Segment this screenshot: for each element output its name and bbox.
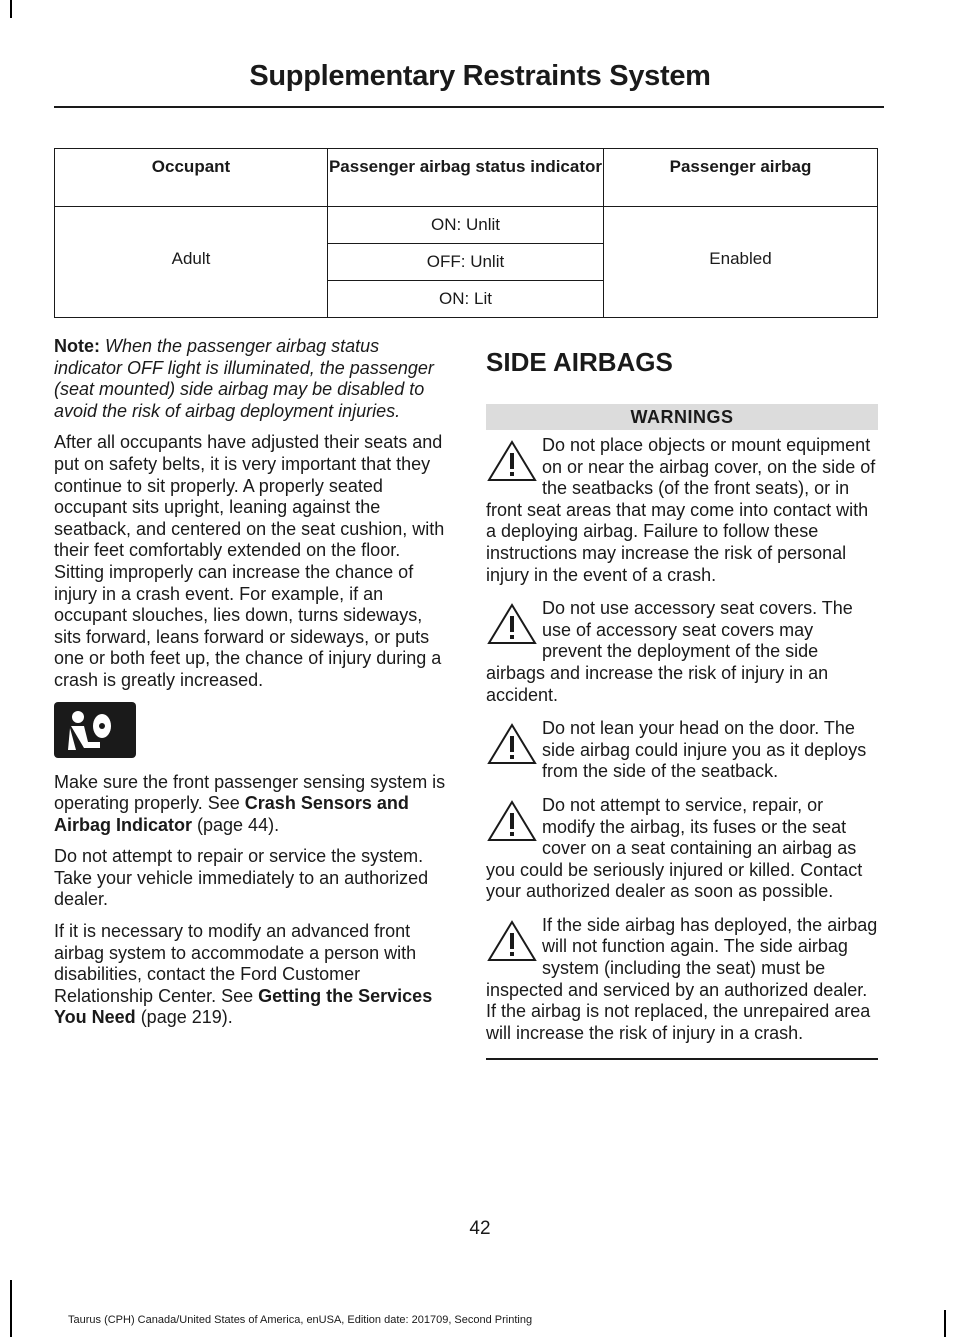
warnings-header: WARNINGS (486, 404, 878, 430)
warning-item (486, 435, 878, 586)
text-span: If it is necessary to modify an advanced front airbag system to accommodate a person with disabilities, contact the Ford Customer Relationship Center. See (54, 921, 417, 1006)
warning-text: Do not attempt to service, repair, or modify the airbag, its fuses or the seat cover on a seat containing an airbag as you could be seriously injured or killed. Contact your authorized dealer as soon as possible. (486, 794, 863, 902)
body-paragraph (54, 921, 448, 1029)
warning-item (486, 598, 878, 706)
text-span: (page 44). (192, 814, 280, 835)
table-cell-indicator: OFF: Unlit (328, 244, 604, 281)
left-column (54, 336, 448, 1039)
warning-triangle-icon (486, 439, 538, 483)
warning-triangle-icon (486, 722, 538, 766)
warning-triangle-icon (486, 919, 538, 963)
note-text: When the passenger airbag status indicator OFF light is illuminated, the passenger (seat mounted) side airbag may be disabled to avoid the risk of airbag deployment injuries. (54, 336, 434, 421)
table-cell-airbag: Enabled (604, 207, 878, 318)
body-paragraph (54, 772, 448, 837)
warning-text: Do not lean your head on the door. The side airbag could injure you as it deploys from the side of the seatback. (542, 718, 867, 782)
table-header-airbag: Passenger airbag (604, 149, 878, 207)
table-cell-indicator: ON: Unlit (328, 207, 604, 244)
crop-mark (10, 0, 12, 18)
page-number: 42 (469, 1218, 491, 1239)
warning-text: Do not place objects or mount equipment on or near the airbag cover, on the side of the seatbacks (of the front seats), or in front seat areas that may come into contact with a deploying airbag. Failure to follow these instructions may increase the risk of personal injury in the event of a crash. (486, 435, 876, 585)
table-header-row (55, 149, 878, 207)
table-cell-indicator: ON: Lit (328, 281, 604, 318)
services-link[interactable]: Getting the Services You Need (54, 985, 433, 1028)
section-title: SIDE AIRBAGS (486, 347, 673, 377)
warning-triangle-icon (486, 799, 538, 843)
crop-mark (10, 1280, 12, 1337)
note-paragraph (54, 336, 448, 422)
text-span: Make sure the front passenger sensing system is operating properly. See (54, 771, 446, 814)
airbag-warning-icon (54, 702, 136, 758)
warning-text: Do not use accessory seat covers. The use of accessory seat covers may prevent the deployment of the side airbags and increase the risk of injury in an accident. (486, 598, 853, 705)
body-paragraph: Do not attempt to repair or service the system. Take your vehicle immediately to an authorized dealer. (54, 846, 429, 910)
table-cell-occupant: Adult (55, 207, 328, 318)
page-title: Supplementary Restraints System (249, 60, 711, 92)
crash-sensors-link[interactable]: Crash Sensors and Airbag Indicator (54, 793, 409, 835)
warning-text: If the side airbag has deployed, the airbag will not function again. The side airbag system (including the seat) must be inspected and serviced by an authorized dealer. If the airbag is not replaced, the unrepaired area will increase the risk of injury in a crash. (486, 914, 878, 1043)
warning-item (486, 718, 878, 783)
warning-triangle-icon (486, 602, 538, 646)
section-end-divider (486, 1058, 878, 1060)
right-column (486, 347, 878, 1060)
table-header-indicator: Passenger airbag status indicator (328, 149, 604, 207)
header-divider (54, 106, 884, 108)
crop-mark (944, 1310, 946, 1337)
text-span: (page 219). (135, 1007, 233, 1028)
airbag-status-table (54, 148, 878, 318)
warning-item (486, 915, 878, 1045)
body-paragraph: After all occupants have adjusted their seats and put on safety belts, it is very important that they continue to sit properly. A properly seated occupant sits upright, leaning against the seatback, and centered on the seat cushion, with their feet comfortably extended on the floor. Sitting improperly can increase the chance of injury in a crash event. For example, if an occupant slouches, lies down, turns sideways, sits forward, leans forward or sideways, or puts one or both feet up, the chance of injury during a crash is greatly increased. (54, 432, 445, 690)
note-label: Note: (54, 336, 100, 356)
table-row (55, 207, 878, 244)
footer-text: Taurus (CPH) Canada/United States of America, enUSA, Edition date: 201709, Second Printing (68, 1314, 533, 1326)
table-header-occupant: Occupant (55, 149, 328, 207)
warning-item (486, 795, 878, 903)
